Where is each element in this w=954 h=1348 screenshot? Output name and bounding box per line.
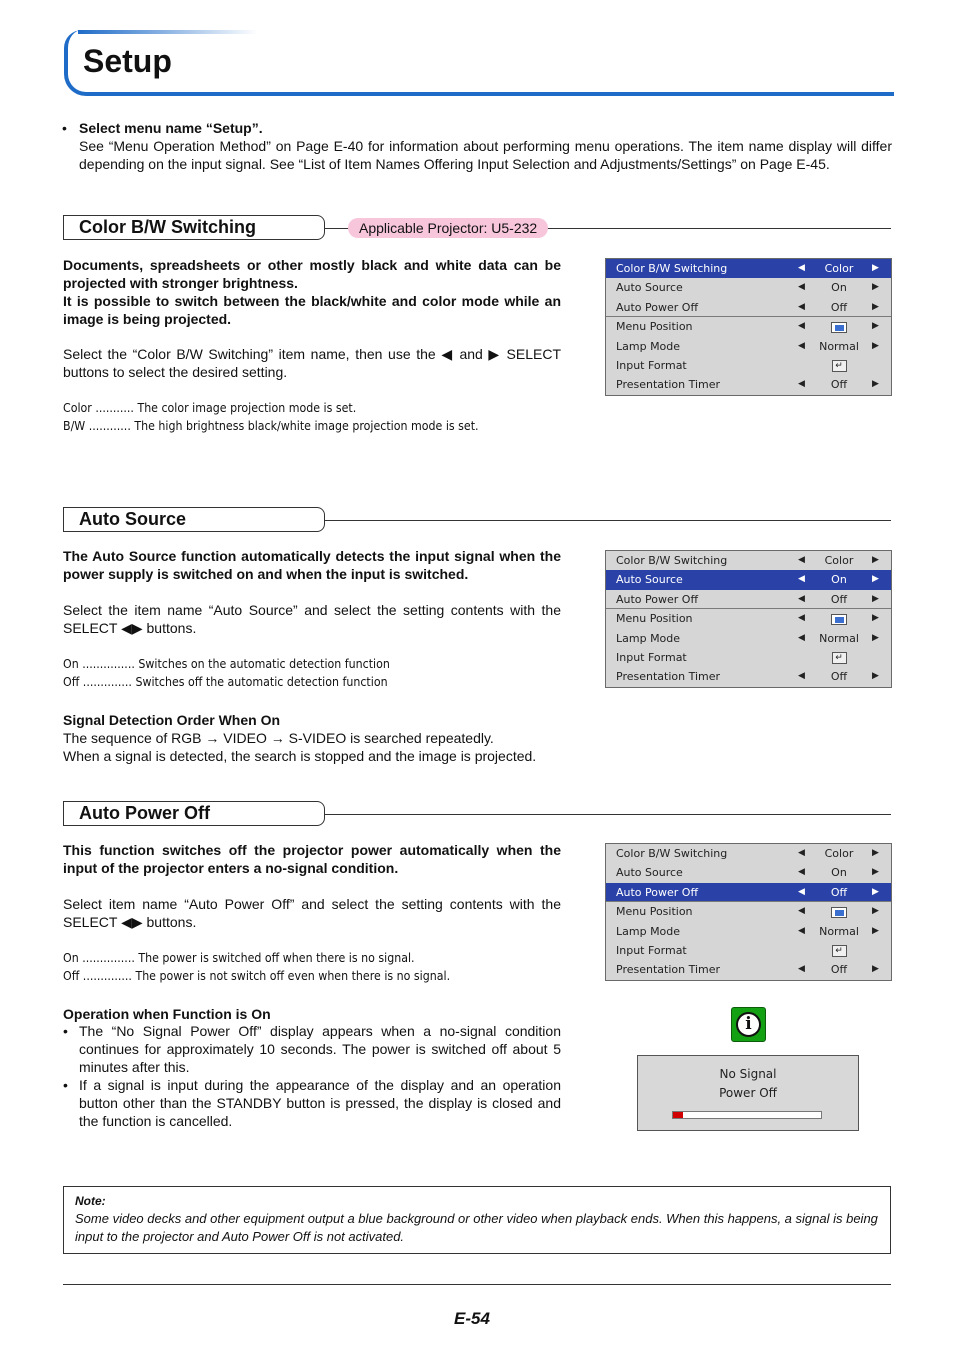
operation-bullet-1: • The “No Signal Power Off” display appears when a no-signal condition continues for approximately 10 seconds. The power is switched off about 5 minutes after this. xyxy=(63,1023,561,1075)
menu-item[interactable] xyxy=(606,667,891,686)
menu-item[interactable] xyxy=(606,570,891,589)
note-text: Some video decks and other equipment output a blue background or other video when playback ends. When this happens, a signal is being input to the projector and Auto Power Off is not activated. xyxy=(75,1211,878,1244)
menu-item[interactable] xyxy=(606,317,891,336)
setup-menu[interactable] xyxy=(605,258,892,396)
menu-item[interactable] xyxy=(606,375,891,394)
menu-item-label: Menu Position xyxy=(616,612,693,626)
enter-icon[interactable]: ↵ xyxy=(832,360,847,372)
left-arrow-icon[interactable]: ◀ xyxy=(798,906,805,917)
color-bw-instruction: Select the “Color B/W Switching” item name, then use the ◀ and ▶ SELECT buttons to select the desired setting. xyxy=(63,346,561,380)
menu-item-label: Menu Position xyxy=(616,320,693,334)
menu-item-value: Normal xyxy=(819,339,859,353)
section-rule xyxy=(325,520,891,521)
right-arrow-icon[interactable]: ▶ xyxy=(872,848,879,858)
info-icon: i xyxy=(731,1007,766,1042)
menu-item-label: Color B/W Switching xyxy=(616,554,728,567)
no-signal-line1: No Signal xyxy=(719,1067,777,1081)
menu-item-label: Input Format xyxy=(616,943,687,957)
menu-item[interactable] xyxy=(606,278,891,297)
position-icon xyxy=(831,614,847,625)
menu-item-label: Presentation Timer xyxy=(616,963,721,977)
menu-item-label: Lamp Mode xyxy=(616,339,681,353)
section-heading-color-bw: Color B/W Switching xyxy=(63,215,325,240)
right-arrow-icon[interactable]: ▶ xyxy=(872,613,879,624)
right-arrow-icon[interactable]: ▶ xyxy=(872,593,879,604)
menu-item[interactable] xyxy=(606,590,891,609)
menu-item-label: Presentation Timer xyxy=(616,670,721,684)
menu-item-label: Color B/W Switching xyxy=(616,262,728,275)
menu-item-label: Auto Power Off xyxy=(616,300,699,314)
menu-item-value: Off xyxy=(830,378,848,392)
right-arrow-icon[interactable]: ▶ xyxy=(872,321,879,332)
right-arrow-icon[interactable]: ▶ xyxy=(872,632,879,643)
intro xyxy=(62,119,892,173)
option-off: Off .............. Switches off the automatic detection function xyxy=(63,675,388,689)
left-arrow-icon[interactable]: ◀ xyxy=(798,886,805,897)
left-arrow-icon[interactable]: ◀ xyxy=(798,632,805,643)
right-arrow-icon[interactable]: ▶ xyxy=(872,574,879,585)
right-arrow-icon[interactable]: ▶ xyxy=(872,301,879,312)
menu-item-value xyxy=(812,356,866,375)
menu-item-value: Color xyxy=(824,262,854,275)
left-arrow-icon[interactable]: ◀ xyxy=(798,555,805,565)
auto-source-options xyxy=(63,655,523,691)
left-arrow-icon[interactable]: ◀ xyxy=(798,867,805,878)
menu-item[interactable] xyxy=(606,960,891,979)
section-heading-auto-power-off: Auto Power Off xyxy=(63,801,325,826)
menu-item[interactable] xyxy=(606,356,891,375)
option-bw: B/W ............ The high brightness black/white image projection mode is set. xyxy=(63,419,479,433)
right-arrow-icon[interactable]: ▶ xyxy=(872,906,879,917)
left-arrow-icon[interactable]: ◀ xyxy=(798,263,805,273)
menu-item-value xyxy=(812,648,866,667)
menu-item-value: On xyxy=(831,866,847,880)
menu-item-value: Normal xyxy=(819,924,859,938)
right-arrow-icon[interactable]: ▶ xyxy=(872,671,879,682)
right-arrow-icon[interactable]: ▶ xyxy=(872,925,879,936)
footer-rule xyxy=(63,1284,891,1285)
left-arrow-icon[interactable]: ◀ xyxy=(798,574,805,585)
left-arrow-icon[interactable]: ◀ xyxy=(798,848,805,858)
menu-item[interactable] xyxy=(606,648,891,667)
menu-item-value: On xyxy=(831,573,847,587)
signal-detection-order: Signal Detection Order When On The sequence of RGB → VIDEO → S-VIDEO is searched repeatedly. When a signal is detected, the search is stopped and the image is projected. xyxy=(63,712,537,764)
note-label: Note: xyxy=(75,1194,106,1208)
menu-item-value: On xyxy=(831,281,847,295)
menu-item-value: Color xyxy=(824,554,854,567)
menu-item[interactable] xyxy=(606,863,891,882)
menu-item-value xyxy=(812,609,866,628)
left-arrow-icon[interactable]: ◀ xyxy=(798,613,805,624)
left-arrow-icon[interactable]: ◀ xyxy=(798,340,805,351)
operation-when-on: Operation when Function is On xyxy=(63,1006,271,1022)
right-arrow-icon[interactable]: ▶ xyxy=(872,867,879,878)
menu-item-label: Menu Position xyxy=(616,905,693,919)
color-bw-description: Documents, spreadsheets or other mostly black and white data can be projected with stronger brightness. It is possible to switch between the black/white and color mode while an image is being projected. xyxy=(63,257,561,327)
operation-bullet-2: • If a signal is input during the appearance of the display and an operation button other than the STANDBY button is pressed, the display is closed and the function is cancelled. xyxy=(63,1077,561,1129)
menu-item-label: Lamp Mode xyxy=(616,924,681,938)
menu-item-value: Off xyxy=(830,300,848,314)
menu-item-value xyxy=(812,317,866,336)
auto-power-off-instruction: Select item name “Auto Power Off” and select the setting contents with the SELECT ◀▶ buttons. xyxy=(63,896,561,930)
left-arrow-icon[interactable]: ◀ xyxy=(798,593,805,604)
menu-item[interactable] xyxy=(606,609,891,628)
menu-item[interactable] xyxy=(606,941,891,960)
option-on: On ............... The power is switched off when there is no signal. xyxy=(63,951,415,965)
right-arrow-icon[interactable]: ▶ xyxy=(872,379,879,390)
page-title: Setup xyxy=(83,43,172,79)
auto-power-off-description: This function switches off the projector power automatically when the input of the projector enters a no-signal condition. xyxy=(63,842,561,876)
note-box xyxy=(63,1186,891,1254)
menu-item[interactable] xyxy=(606,259,891,278)
section-rule xyxy=(325,814,891,815)
right-arrow-icon[interactable]: ▶ xyxy=(872,555,879,565)
menu-item-label: Input Format xyxy=(616,650,687,664)
menu-item-value xyxy=(812,902,866,921)
left-arrow-icon[interactable]: ◀ xyxy=(798,925,805,936)
intro-text: See “Menu Operation Method” on Page E-40 for information about performing menu operations. The item name display will differ depending on the input signal. See “List of Item Names Offering Input Selection and Adjustments/Settings” on Page E-45. xyxy=(79,138,892,172)
menu-item-value: Off xyxy=(830,885,848,899)
auto-source-description: The Auto Source function automatically detects the input signal when the power supply is switched on and when the input is switched. xyxy=(63,548,561,582)
menu-item-label: Auto Power Off xyxy=(616,592,699,606)
menu-item[interactable] xyxy=(606,298,891,317)
intro-bullet: • xyxy=(62,120,67,136)
auto-source-instruction: Select the item name “Auto Source” and select the setting contents with the SELECT ◀▶ buttons. xyxy=(63,602,561,636)
menu-item[interactable] xyxy=(606,902,891,921)
menu-item-value xyxy=(812,941,866,960)
position-icon xyxy=(831,907,847,918)
option-color: Color ........... The color image projection mode is set. xyxy=(63,401,357,415)
menu-item[interactable] xyxy=(606,551,891,570)
menu-item-value: Normal xyxy=(819,631,859,645)
section-heading-auto-source: Auto Source xyxy=(63,507,325,532)
left-arrow-icon[interactable]: ◀ xyxy=(798,379,805,390)
right-arrow-icon[interactable]: ▶ xyxy=(872,282,879,293)
page-number: E-54 xyxy=(454,1309,490,1328)
left-arrow-icon[interactable]: ◀ xyxy=(798,321,805,332)
menu-item-label: Lamp Mode xyxy=(616,631,681,645)
position-icon xyxy=(831,322,847,333)
setup-menu[interactable] xyxy=(605,550,892,688)
enter-icon[interactable]: ↵ xyxy=(832,945,847,957)
menu-item[interactable] xyxy=(606,844,891,863)
no-signal-line2: Power Off xyxy=(719,1086,777,1100)
menu-item[interactable] xyxy=(606,337,891,356)
menu-item-label: Auto Power Off xyxy=(616,885,699,899)
applicable-badge: Applicable Projector: U5-232 xyxy=(348,218,548,238)
power-off-progress-bar xyxy=(672,1111,822,1119)
menu-item-label: Input Format xyxy=(616,358,687,372)
title-accent xyxy=(78,30,258,34)
right-arrow-icon[interactable]: ▶ xyxy=(872,886,879,897)
right-arrow-icon[interactable]: ▶ xyxy=(872,964,879,975)
setup-menu[interactable] xyxy=(605,843,892,981)
right-arrow-icon[interactable]: ▶ xyxy=(872,263,879,273)
menu-item-value: Off xyxy=(830,670,848,684)
left-arrow-icon[interactable]: ◀ xyxy=(798,964,805,975)
title-frame xyxy=(64,30,894,96)
left-arrow-icon[interactable]: ◀ xyxy=(798,671,805,682)
menu-item-value: Off xyxy=(830,963,848,977)
menu-item-label: Auto Source xyxy=(616,281,683,295)
menu-item-value: Off xyxy=(830,592,848,606)
no-signal-dialog xyxy=(637,1055,859,1131)
auto-power-off-options xyxy=(63,949,523,985)
menu-item[interactable] xyxy=(606,922,891,941)
menu-item-value: Color xyxy=(824,847,854,860)
menu-item-label: Auto Source xyxy=(616,866,683,880)
left-arrow-icon[interactable]: ◀ xyxy=(798,282,805,293)
intro-lead: Select menu name “Setup”. xyxy=(79,120,263,136)
left-arrow-icon[interactable]: ◀ xyxy=(798,301,805,312)
menu-item[interactable] xyxy=(606,883,891,902)
menu-item-label: Color B/W Switching xyxy=(616,847,728,860)
menu-item-label: Auto Source xyxy=(616,573,683,587)
option-off: Off .............. The power is not switch off even when there is no signal. xyxy=(63,969,451,983)
menu-item-label: Presentation Timer xyxy=(616,378,721,392)
right-arrow-icon[interactable]: ▶ xyxy=(872,340,879,351)
option-on: On ............... Switches on the automatic detection function xyxy=(63,657,390,671)
menu-item[interactable] xyxy=(606,629,891,648)
enter-icon[interactable]: ↵ xyxy=(832,652,847,664)
color-bw-options xyxy=(63,399,523,435)
